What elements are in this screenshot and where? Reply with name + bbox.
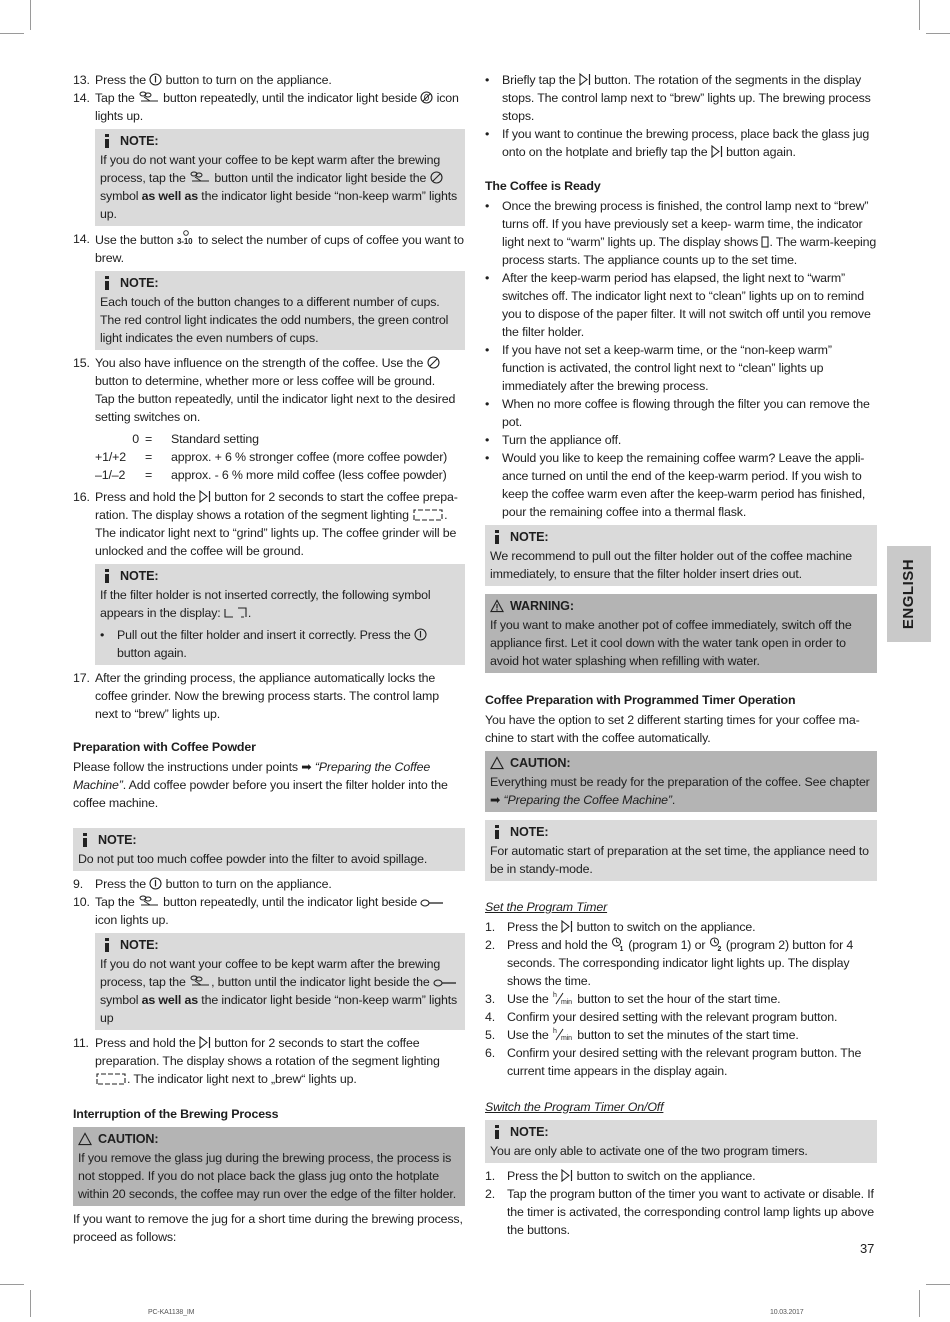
aroma-beans-icon	[189, 974, 211, 988]
right-column	[485, 71, 877, 1239]
page-number: 37	[860, 1241, 875, 1256]
bullet-item: • Turn the appliance off.	[485, 433, 622, 447]
step-10: 10. Tap the button repeatedly, until the indicator light beside icon lights up.	[73, 893, 465, 929]
bullet-item: • Once the brewing process is finished, the control lamp next to “brew” turns off. If you have previously set a keep- warm time, the indicator light next to “warm” lights up. The display shows . The warm-keeping process starts. The appliance counts up to the set time.	[485, 199, 877, 267]
heading-interruption: Interruption of the Brewing Process	[73, 1107, 279, 1121]
step-11: 11. Press and hold the button for 2 seconds to start the coffee preparation. The display shows a rotation of the segment lighting . The indicator light next to „brew“ lights up.	[73, 1036, 440, 1086]
powder-paragraph: Please follow the instructions under points ➡ “Preparing the Coffee Machine”. Add coffee powder before you insert the filter holder into the coffee machine.	[73, 760, 448, 810]
note-box: NOTE: Each touch of the button changes to a different number of cups. The red control light indicates the odd numbers, the green control light indicates the even numbers of cups.	[95, 271, 465, 350]
warning-box: WARNING: If you want to make another pot of coffee immediately, switch off the appliance first. Let it cool down with the water tank open in order to avoid hot water splashing when refilling with water.	[485, 594, 877, 673]
note-box: NOTE: You are only able to activate one of the two program timers.	[485, 1120, 877, 1163]
power-icon	[414, 628, 427, 641]
svg-text:h: h	[552, 1028, 557, 1035]
start-pause-icon	[579, 73, 591, 86]
start-pause-icon	[561, 920, 573, 933]
bullet-item: • Would you like to keep the remaining coffee warm? Leave the appliance turned on until the end of the keep-warm period. If you wish to keep the coffee warm even after the keep-warm period has finished, pour the remaining coffee into a thermal flask.	[485, 451, 866, 519]
info-icon	[100, 569, 114, 583]
step-item: 5. Use the h min button to set the minutes of the start time.	[485, 1028, 799, 1042]
step-13: 13. Press the button to turn on the appliance.	[73, 73, 332, 87]
footer-date: 10.03.2017	[770, 1309, 804, 1316]
start-pause-icon	[199, 1036, 211, 1049]
note-box: NOTE: We recommend to pull out the filter holder out of the coffee machine immediately, to ensure that the filter holder insert dries out.	[485, 525, 877, 586]
hour-minute-icon	[552, 1027, 574, 1041]
step-item: 4. Confirm your desired setting with the relevant program button.	[485, 1010, 838, 1024]
info-icon	[100, 276, 114, 290]
program-2-clock-icon	[709, 937, 723, 951]
crop-mark	[926, 33, 950, 34]
aroma-beans-icon	[189, 170, 211, 184]
info-icon	[100, 938, 114, 952]
svg-text:2: 2	[717, 946, 721, 951]
heading-coffee-powder: Preparation with Coffee Powder	[73, 740, 256, 754]
step-14-aroma: 14. Tap the button repeatedly, until the indicator light beside icon lights up.	[73, 91, 459, 123]
step-item: 1. Press the button to switch on the appliance.	[485, 920, 756, 934]
note-box: NOTE: If the filter holder is not inserted correctly, the following symbol appears in the display: . • Pull out the filter holder and insert it correctly. Press the button again.	[95, 564, 465, 665]
bullet-item: • After the keep-warm period has elapsed, the light next to “warm” switches off. The indicator light next to “clean” lights up on to remind you to dispose of the paper filter. It will not switch off until you remove the filter holder.	[485, 271, 871, 339]
svg-text:h: h	[552, 992, 557, 999]
note-box: NOTE: If you do not want your coffee to be kept warm after the brewing process, tap the button until the indicator light beside the symbol as well as the indicator light beside “non-keep warm” lights up.	[95, 129, 465, 226]
heading-timer: Coffee Preparation with Programmed Timer Operation	[485, 693, 796, 707]
bullet-item: • When no more coffee is flowing through the filter you can remove the pot.	[485, 397, 870, 429]
step-17: 17. After the grinding process, the appliance automatically locks the coffee grinder. Now the brewing process starts. The control lamp next to “brew” lights up.	[73, 671, 439, 721]
cups-3-10-icon	[177, 230, 195, 246]
note-box: NOTE: Do not put too much coffee powder into the filter to avoid spillage.	[73, 828, 465, 871]
start-pause-icon	[711, 145, 723, 158]
step-16: 16. Press and hold the button for 2 seconds to start the coffee preparation. The display shows a rotation of the segment lighting . The indicator light next to “grind” lights up. The coffee grinder will be unlocked and the coffee will be ground.	[73, 490, 458, 558]
note-box: NOTE: For automatic start of preparation at the set time, the appliance need to be in standy-mode.	[485, 820, 877, 881]
step-item: 6. Confirm your desired setting with the relevant program button. The current time appears in the display again.	[485, 1046, 862, 1078]
subheading-switch-timer: Switch the Program Timer On/Off	[485, 1100, 664, 1114]
info-icon	[490, 1125, 504, 1139]
no-grind-icon	[430, 171, 443, 184]
info-icon	[490, 825, 504, 839]
bullet-item: • Briefly tap the button. The rotation of the segments in the display stops. The control lamp next to “brew” lights up. The brewing process stops.	[485, 73, 871, 123]
svg-text:min: min	[560, 999, 572, 1005]
strength-icon	[427, 356, 440, 369]
segment-rotation-icon	[412, 509, 444, 521]
caution-icon	[78, 1132, 92, 1146]
info-icon	[78, 833, 92, 847]
caution-box: CAUTION: Everything must be ready for the preparation of the coffee. See chapter ➡ “Preparing the Coffee Machine”.	[485, 751, 877, 812]
bullet-item: • If you want to continue the brewing process, place back the glass jug onto on the hotplate and briefly tap the button again.	[485, 127, 870, 159]
power-icon	[149, 73, 162, 86]
step-item: 3. Use the h min button to set the hour of the start time.	[485, 992, 781, 1006]
step-item: 2. Press and hold the 1 (program 1) or 2 (program 2) button for 4 seconds. The corresponding indicator light lights up. The display shows the time.	[485, 938, 854, 988]
crop-mark	[919, 0, 920, 30]
info-icon	[490, 530, 504, 544]
info-icon	[100, 134, 114, 148]
start-pause-icon	[561, 1169, 573, 1182]
program-1-clock-icon	[611, 937, 625, 951]
step-item: 2. Tap the program button of the timer you want to activate or disable. If the timer is activated, the corresponding control lamp lights up above the buttons.	[485, 1187, 874, 1237]
step-14-cups: 14. Use the button 3-10 to select the number of cups of coffee you want to brew.	[73, 232, 464, 265]
step-item: 1. Press the button to switch on the appliance.	[485, 1169, 756, 1183]
crop-mark	[30, 0, 31, 30]
bullet-item: • If you have not set a keep-warm time, or the “non-keep warm” function is activated, the control light next to “clean” lights up immediately after the brewing process.	[485, 343, 832, 393]
language-tab: ENGLISH	[887, 546, 931, 642]
subheading-set-timer: Set the Program Timer	[485, 900, 608, 914]
start-pause-icon	[199, 490, 211, 503]
interrupt-paragraph: If you want to remove the jug for a short time during the brewing process, proceed as follows:	[73, 1212, 463, 1244]
crop-mark	[0, 1284, 24, 1285]
caution-box: CAUTION: If you remove the glass jug during the brewing process, the process is not stopped. If you do not place back the glass jug onto the hotplate within 20 seconds, the coffee may run over the edge of the filter holder.	[73, 1127, 465, 1206]
crop-mark	[926, 1284, 950, 1285]
timer-paragraph: You have the option to set 2 different starting times for your coffee machine to start with the coffee automatically.	[485, 713, 860, 745]
hour-minute-icon	[552, 991, 574, 1005]
strength-table: 0 = Standard setting +1/+2 = approx. + 6 % stronger coffee (more coffee powder) –1/–2 = approx. - 6 % more mild coffee (less coffee powder)	[95, 432, 448, 482]
aroma-beans-icon	[138, 90, 160, 104]
note-box: NOTE: If you do not want your coffee to be kept warm after the brewing process, tap the , button until the indicator light beside the symbol as well as the indicator light beside “non-keep warm” lights up	[95, 933, 465, 1030]
warning-icon	[490, 599, 504, 613]
segment-rotation-icon	[95, 1073, 127, 1085]
step-number: 13.	[73, 73, 90, 87]
arrow-icon: ➡	[490, 793, 504, 807]
aroma-beans-icon	[138, 894, 160, 908]
arrow-icon: ➡	[301, 760, 315, 774]
svg-text:min: min	[560, 1035, 572, 1041]
powder-spoon-icon	[433, 978, 457, 988]
power-icon	[149, 877, 162, 890]
heading-coffee-ready: The Coffee is Ready	[485, 179, 601, 193]
powder-spoon-icon	[420, 898, 444, 908]
crop-mark	[30, 1290, 31, 1317]
caution-icon	[490, 756, 504, 770]
step-9: 9. Press the button to turn on the appliance.	[73, 877, 332, 891]
left-column	[73, 71, 465, 1246]
crop-mark	[919, 1290, 920, 1317]
crop-mark	[0, 33, 24, 34]
svg-text:1: 1	[619, 946, 624, 951]
no-grind-icon	[420, 91, 433, 104]
step-15: 15. You also have influence on the strength of the coffee. Use the button to determine, whether more or less coffee will be ground. Tap the button repeatedly, until the indicator light next to the desired setting switches on.	[73, 356, 456, 424]
footer-doc-code: PC-KA1138_IM	[148, 1309, 195, 1316]
svg-text:3-10: 3-10	[176, 237, 193, 246]
filter-error-symbol-icon	[224, 607, 248, 619]
